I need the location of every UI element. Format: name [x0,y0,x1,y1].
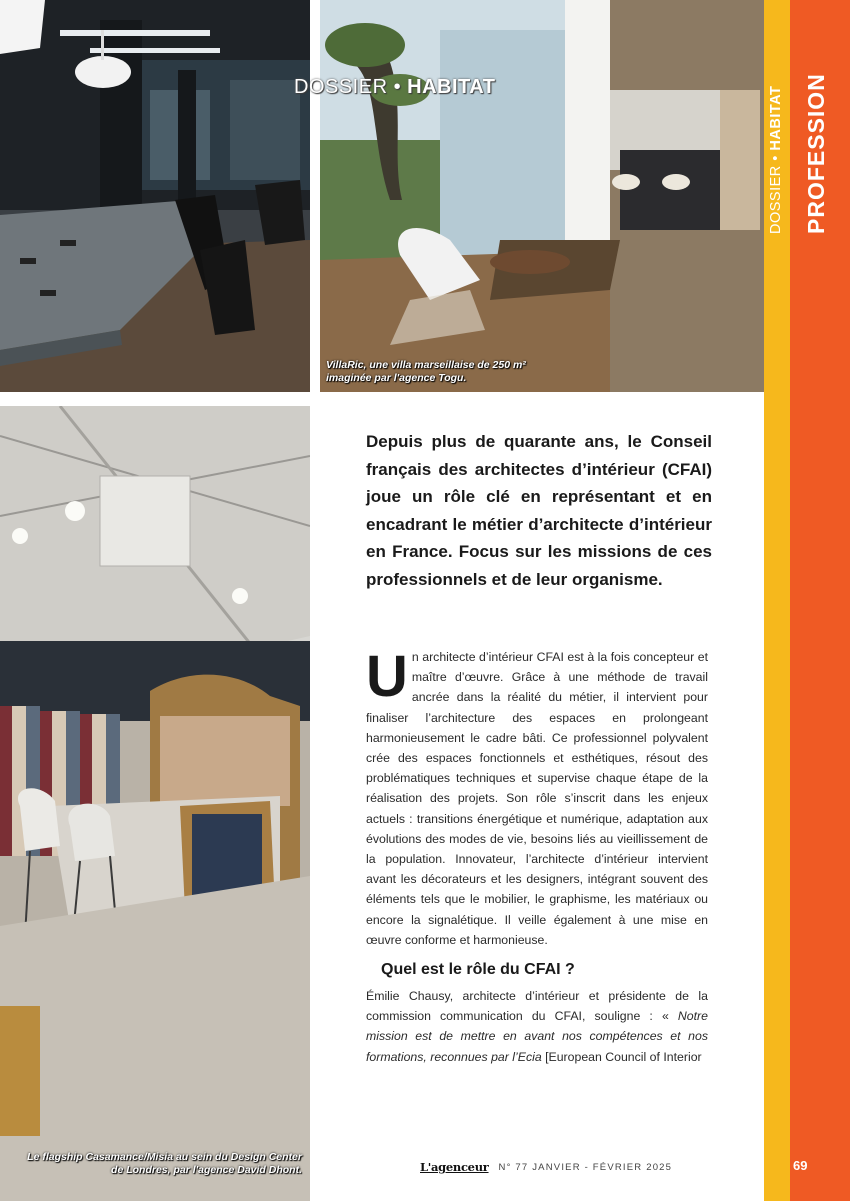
page-number: 69 [793,1158,808,1173]
villa-photo [320,0,764,392]
sidebar-dossier: DOSSIER [768,165,784,234]
sidebar-section-label [768,84,784,234]
article-body-p2 [366,986,708,1067]
sidebar-profession: PROFESSION [803,73,829,234]
article-lede: Depuis plus de quarante ans, le Conseil français des architectes d’intérieur (CFAI) joue un rôle clé en représentant et en encadrant le métier d’architecte d’intérieur en France. Focus sur les missions de ces professionnels et de leur organisme. [366,432,712,589]
page-footer [420,1159,672,1175]
villa-caption: VillaRic, une villa marseillaise de 250 m² imaginée par l'agence Togu. [326,359,526,384]
office-photo [0,0,310,392]
drop-cap: U [366,644,408,709]
body-paragraph-1: n architecte d’intérieur CFAI est à la fois concepteur et maître d’œuvre. Grâce à une méthode de travail ancrée dans la réalité du métier, il intervient pour finaliser l’architecture des espaces en prolongeant harmonieusement le cadre bâti. Ce professionnel polyvalent crée des espaces fonctionnels et esthétiques, résout des problématiques techniques et supervise chaque étape de la réalisation des projets. Son rôle s’inscrit dans les enjeux actuels : transitions énergétique et numérique, adaptation aux évolutions des modes de vie, besoins liés au vieillissement de la population. Innovateur, l’architecte d’intérieur intervient avant les décorateurs et les designers, intégrant souvent des éléments tels que le mobilier, le graphisme, les matériaux ou encore la signalétique. Il veille également à une mise en œuvre conforme et harmonieuse. [366,650,708,947]
body-p2-quote: Notre mission est de mettre en avant nos compétences et nos formations, reconnues par l’Ecia [366,1009,708,1064]
showroom-photo [0,406,310,1201]
body-p2-tail: [European Council of Interior [541,1049,702,1064]
section-label [294,76,495,99]
article-body-p1 [366,644,708,950]
sidebar-bullet: • [768,150,784,166]
issue-info: N° 77 JANVIER - FÉVRIER 2025 [498,1161,673,1173]
section-label-dossier: DOSSIER [294,76,388,98]
showroom-caption: Le flagship Casamance/Misia au sein du Design Center de Londres, par l'agence David Dhont. [27,1151,302,1176]
article-subhead: Quel est le rôle du CFAI ? [381,961,575,978]
section-label-bullet: • [387,76,408,98]
section-label-habitat: HABITAT [407,76,496,98]
magazine-logo: L'agenceur [420,1160,489,1174]
body-p2-plain: Émilie Chausy, architecte d’intérieur et présidente de la commission communication du CFAI, souligne : « [366,989,708,1024]
sidebar-habitat: HABITAT [768,85,784,151]
